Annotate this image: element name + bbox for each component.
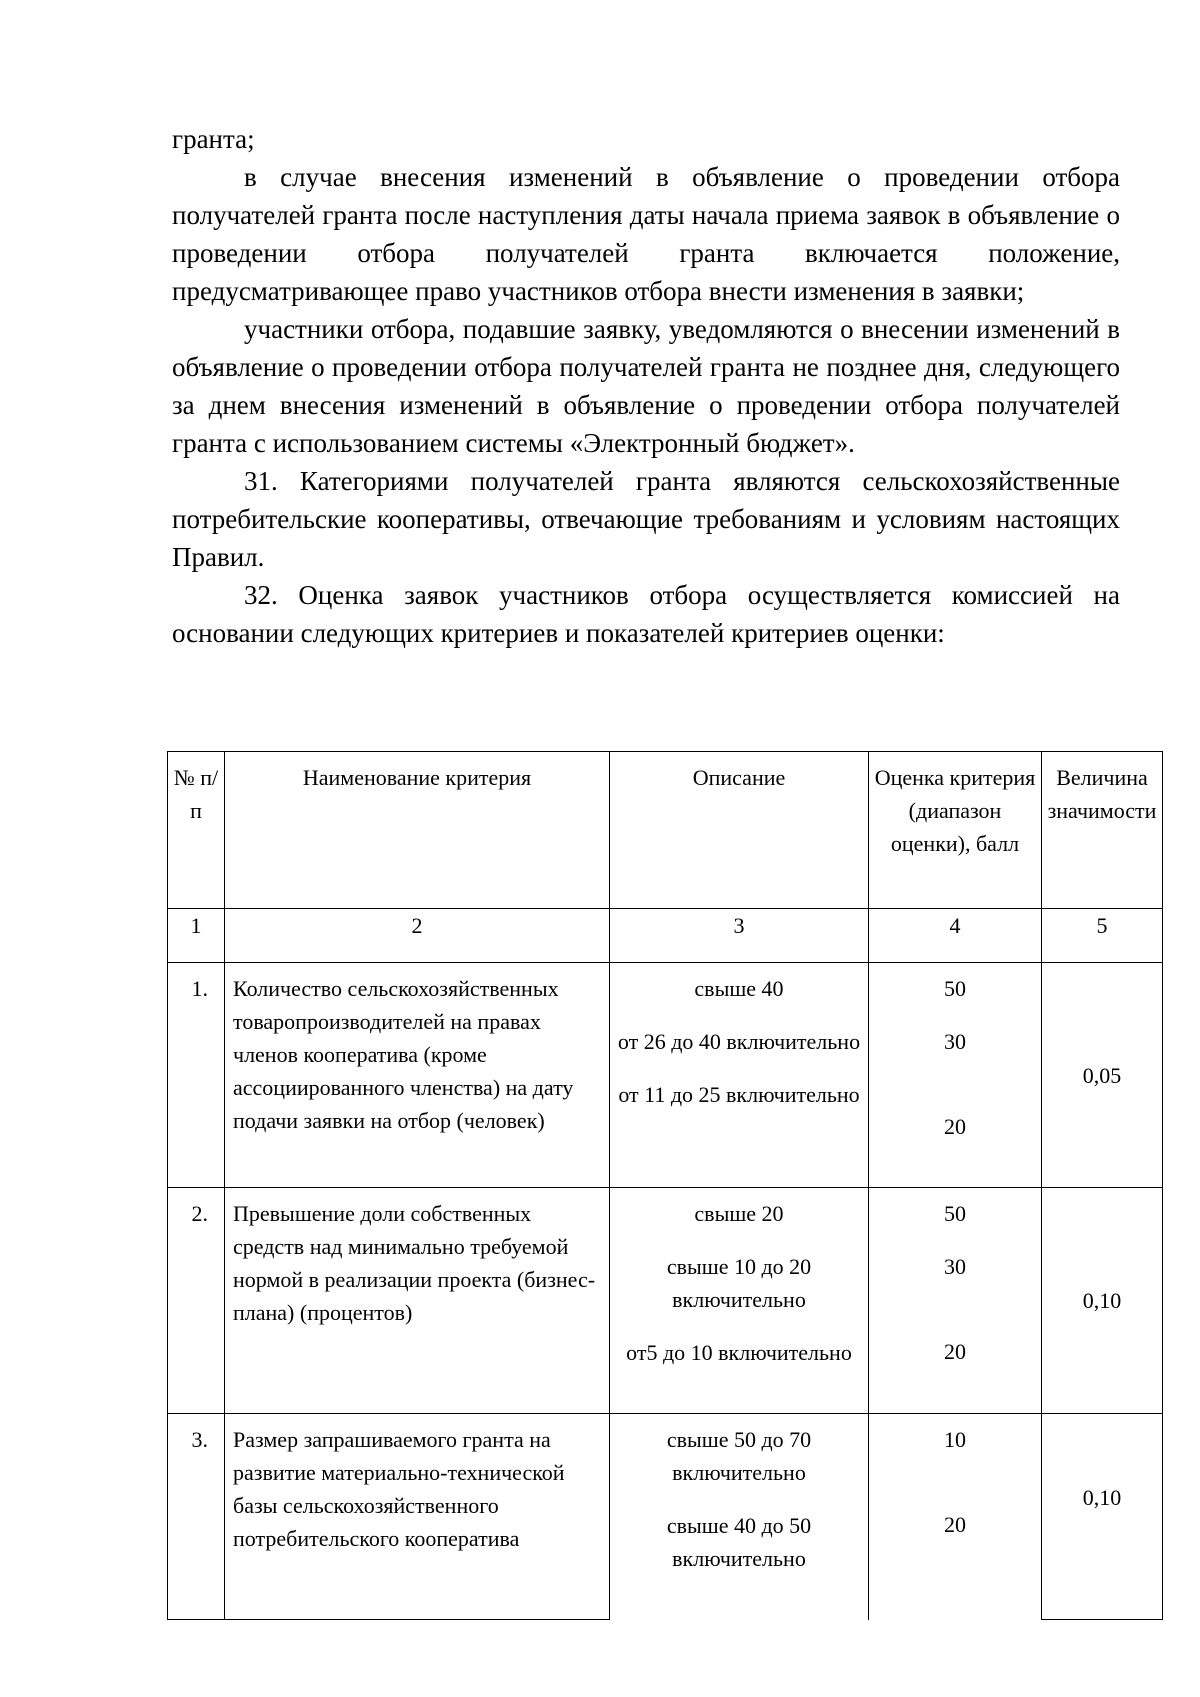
table-header-row	[168, 752, 1163, 909]
score-cell	[869, 1188, 1042, 1414]
paragraph: гранта;	[172, 124, 255, 154]
option-description: свыше 40 до 50 включительно	[666, 1513, 812, 1571]
column-number: 2	[225, 909, 610, 963]
option-description: свыше 20	[694, 1201, 784, 1226]
option-score: 20	[944, 1512, 966, 1537]
option-score: 20	[944, 1114, 966, 1139]
column-number-row	[168, 909, 1163, 963]
body-text	[172, 120, 1120, 652]
option-score: 10	[944, 1427, 966, 1452]
table-row	[168, 1188, 1163, 1414]
table-row	[168, 1414, 1163, 1620]
option-score: 50	[944, 1201, 966, 1226]
criteria-table	[167, 751, 1163, 1620]
row-number: 3.	[168, 1414, 225, 1620]
criterion-name: Количество сельскохозяйственных товаропроизводителей на правах членов кооператива (кроме ассоциированного членства) на дату подачи заявки на отбор (человек)	[225, 963, 610, 1188]
header-description: Описание	[610, 752, 869, 909]
paragraph: участники отбора, подавшие заявку, уведомляются о внесении изменений в объявление о проведении отбора получателей гранта не позднее дня, следующего за днем внесения изменений в объявление о проведении отбора получателей гранта с использованием системы «Электронный бюджет».	[172, 314, 1120, 458]
column-number: 3	[610, 909, 869, 963]
paragraph: в случае внесения изменений в объявление о проведении отбора получателей гранта после наступления даты начала приема заявок в объявление о проведении отбора получателей гранта включается положение, предусматривающее право участников отбора внести изменения в заявки;	[172, 162, 1120, 306]
option-score: 50	[944, 976, 966, 1001]
option-description: свыше 40	[694, 976, 784, 1001]
option-score: 30	[944, 1029, 966, 1054]
option-score: 20	[944, 1339, 966, 1364]
description-cell	[610, 963, 869, 1188]
option-description: от5 до 10 включительно	[626, 1340, 852, 1365]
header-weight: Величина значимости	[1042, 752, 1163, 909]
score-cell	[869, 963, 1042, 1188]
header-score: Оценка критерия (диапазон оценки), балл	[869, 752, 1042, 909]
paragraph: 31. Категориями получателей гранта являются сельскохозяйственные потребительские кооперативы, отвечающие требованиям и условиям настоящих Правил.	[172, 466, 1120, 572]
column-number: 1	[168, 909, 225, 963]
row-number: 2.	[168, 1188, 225, 1414]
criterion-name: Превышение доли собственных средств над минимально требуемой нормой в реализации проекта (бизнес-плана) (процентов)	[225, 1188, 610, 1414]
table-row	[168, 963, 1163, 1188]
column-number: 4	[869, 909, 1042, 963]
option-description: свыше 50 до 70 включительно	[666, 1427, 812, 1485]
criterion-name: Размер запрашиваемого гранта на развитие материально-технической базы сельскохозяйственного потребительского кооператива	[225, 1414, 610, 1620]
paragraph: 32. Оценка заявок участников отбора осуществляется комиссией на основании следующих критериев и показателей критериев оценки:	[172, 580, 1120, 648]
weight-value: 0,10	[1042, 1414, 1163, 1620]
description-cell	[610, 1414, 869, 1620]
option-score: 30	[944, 1254, 966, 1279]
header-number: № п/п	[168, 752, 225, 909]
option-description: свыше 10 до 20 включительно	[666, 1254, 812, 1312]
row-number: 1.	[168, 963, 225, 1188]
header-criterion-name: Наименование критерия	[225, 752, 610, 909]
weight-value: 0,10	[1042, 1188, 1163, 1414]
option-description: от 26 до 40 включительно	[617, 1029, 861, 1054]
column-number: 5	[1042, 909, 1163, 963]
score-cell	[869, 1414, 1042, 1620]
description-cell	[610, 1188, 869, 1414]
option-description: от 11 до 25 включительно	[618, 1082, 860, 1107]
weight-value: 0,05	[1042, 963, 1163, 1188]
